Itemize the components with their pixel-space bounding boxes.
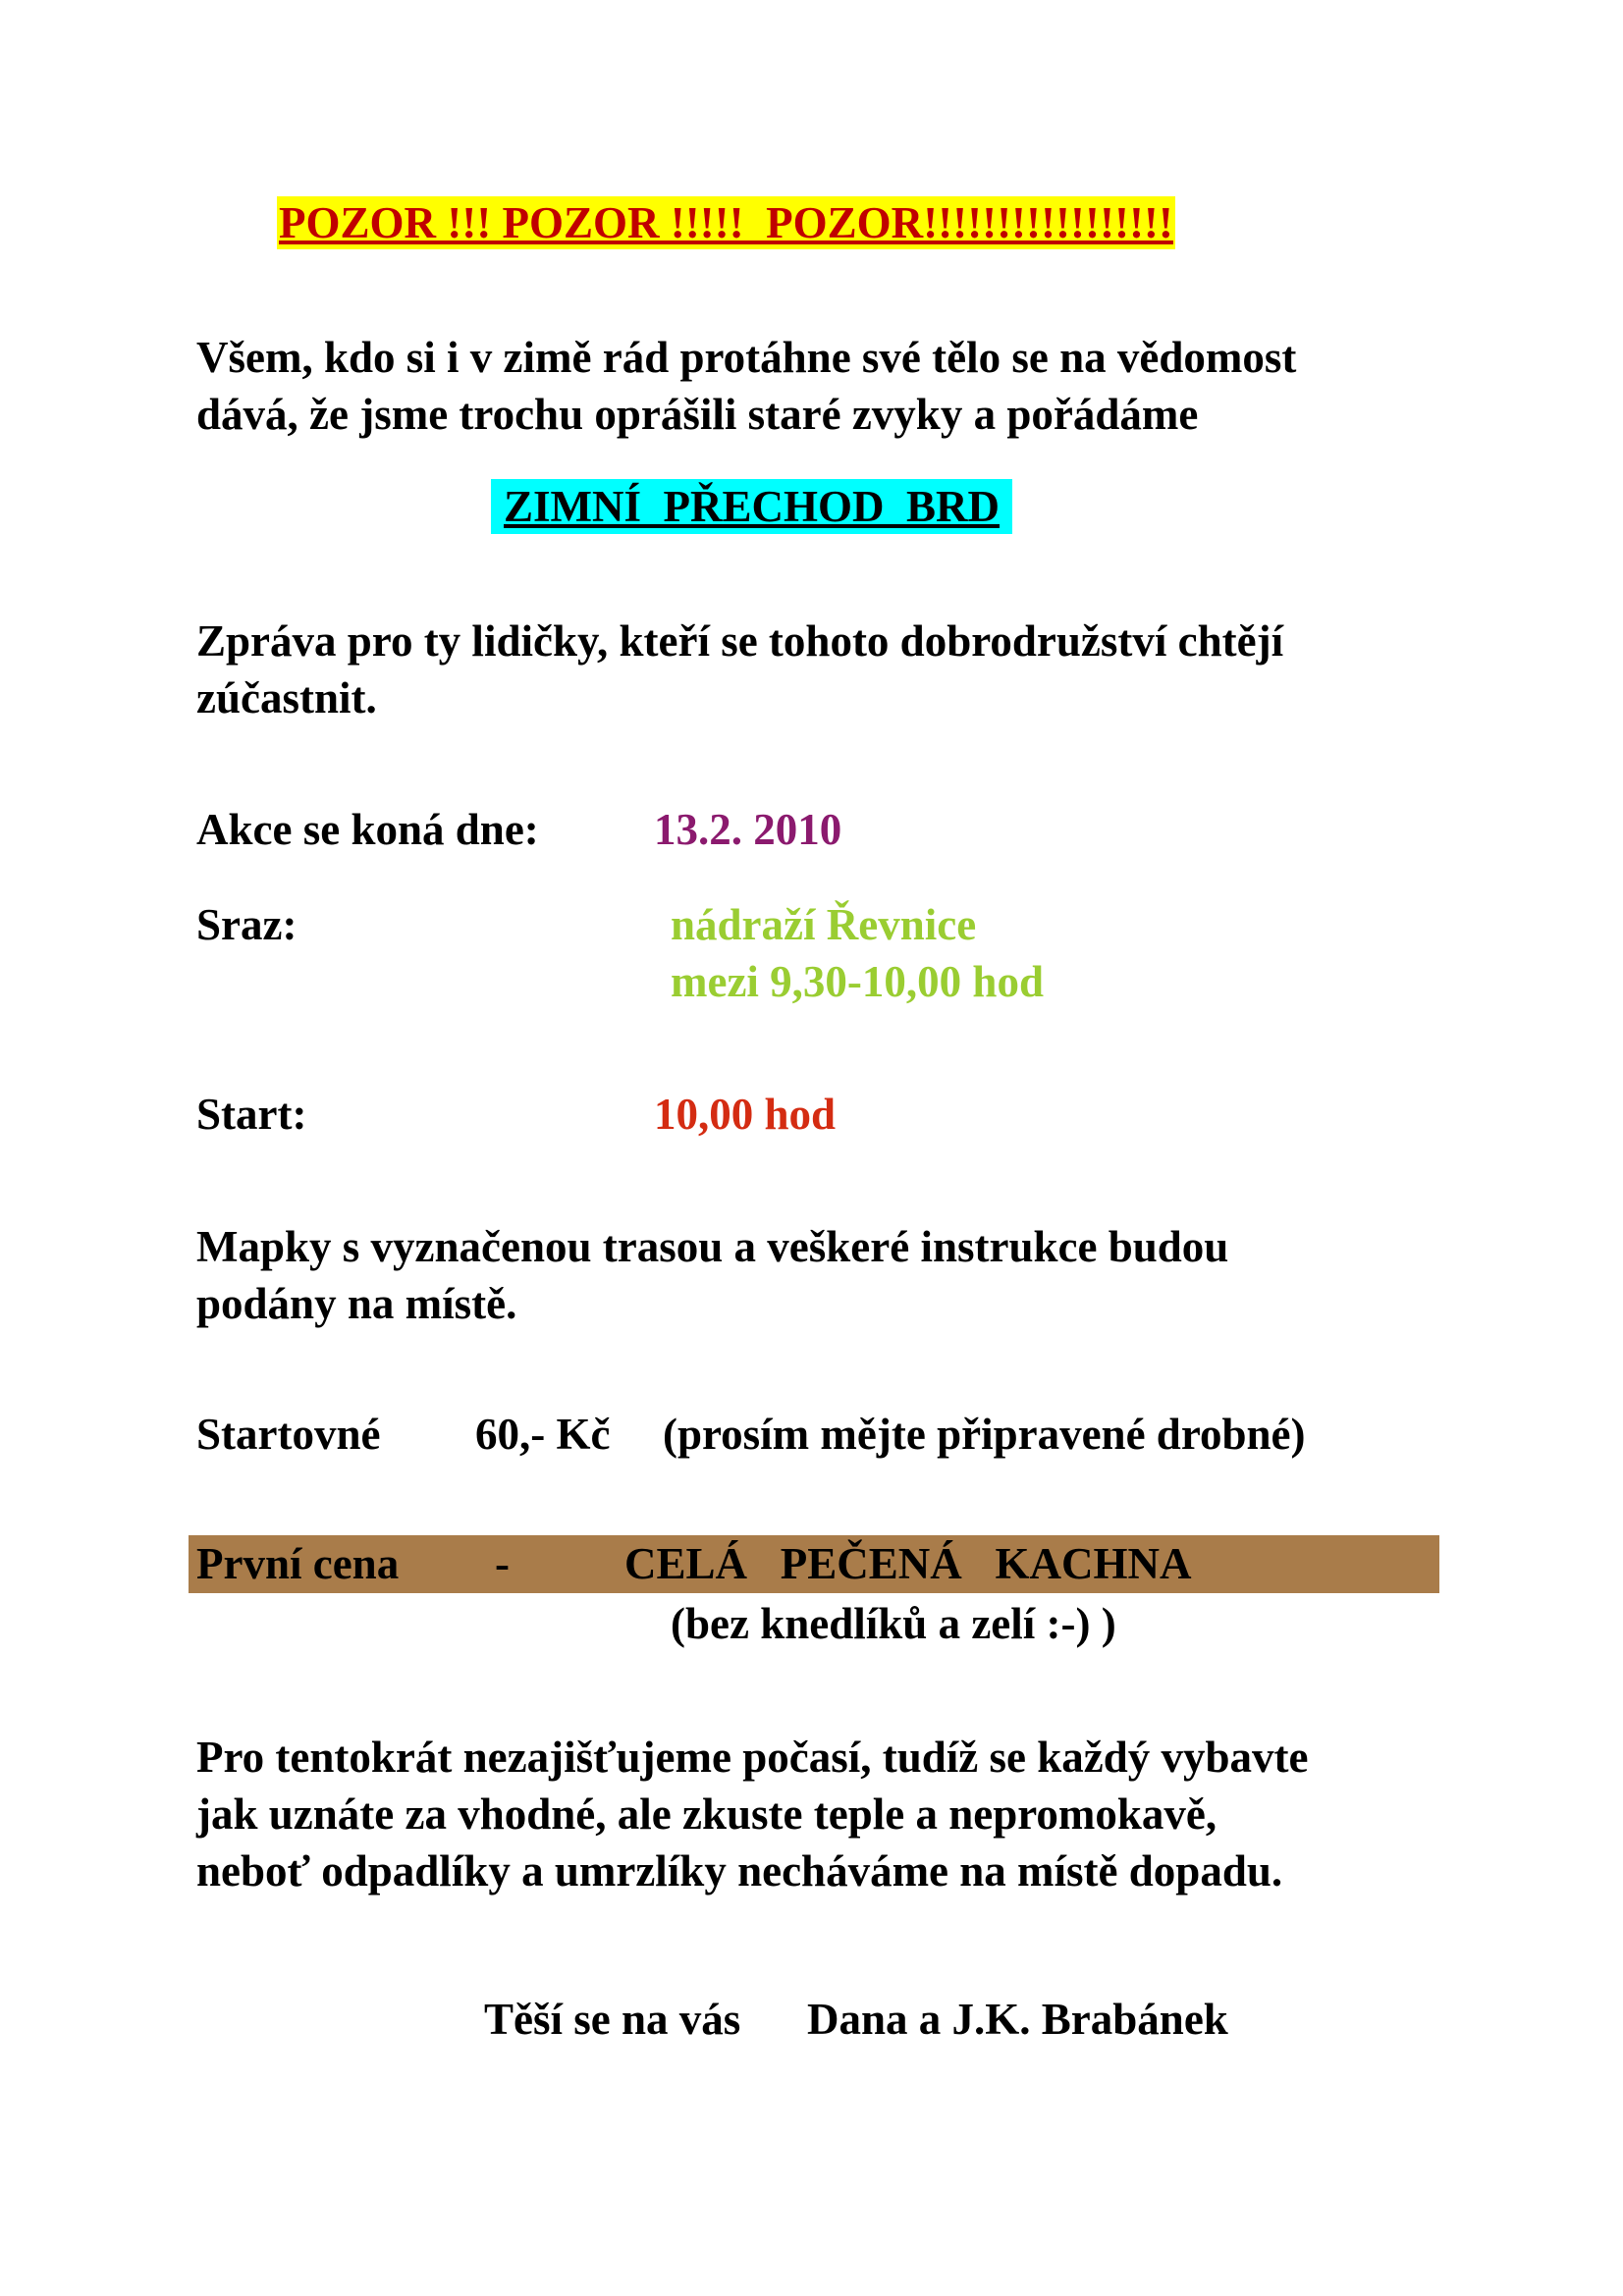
message-line-1: Zpráva pro ty lidičky, kteří se tohoto dobrodružství chtějí (196, 616, 1284, 666)
prize-note: (bez knedlíků a zelí :-) ) (671, 1599, 1116, 1648)
weather-line-1: Pro tentokrát nezajišťujeme počasí, tudíž se každý vybavte (196, 1733, 1309, 1782)
prize-label: První cena (196, 1539, 400, 1588)
date-value: 13.2. 2010 (654, 805, 842, 854)
intro-line-1: Všem, kdo si i v zimě rád protáhne své tělo se na vědomost (196, 333, 1297, 382)
prize-dash: - (495, 1539, 510, 1588)
weather-line-2: jak uznáte za vhodné, ale zkuste teple a nepromokavě, (196, 1789, 1217, 1839)
date-label: Akce se koná dne: (196, 805, 539, 854)
fee-label: Startovné (196, 1410, 381, 1459)
warning-banner: POZOR !!! POZOR !!!!! POZOR!!!!!!!!!!!!!!!!! (279, 198, 1173, 247)
maps-line-2: podány na místě. (196, 1279, 517, 1328)
signature-greeting: Těší se na vás (484, 1995, 741, 2044)
meet-time: mezi 9,30-10,00 hod (671, 957, 1044, 1006)
prize-bar (189, 1535, 1439, 1593)
start-value: 10,00 hod (654, 1090, 837, 1139)
signature-names: Dana a J.K. Brabánek (807, 1995, 1228, 2044)
meet-label: Sraz: (196, 900, 298, 949)
start-label: Start: (196, 1090, 307, 1139)
meet-place: nádraží Řevnice (671, 900, 977, 949)
maps-line-1: Mapky s vyznačenou trasou a veškeré instrukce budou (196, 1222, 1229, 1271)
message-line-2: zúčastnit. (196, 673, 377, 722)
fee-amount: 60,- Kč (475, 1410, 611, 1459)
prize-value: CELÁ PEČENÁ KACHNA (624, 1539, 1192, 1588)
fee-note: (prosím mějte připravené drobné) (663, 1410, 1306, 1459)
event-title: ZIMNÍ PŘECHOD BRD (491, 479, 1012, 534)
intro-line-2: dává, že jsme trochu oprášili staré zvyky a pořádáme (196, 390, 1199, 439)
weather-line-3: neboť odpadlíky a umrzlíky necháváme na místě dopadu. (196, 1846, 1283, 1896)
